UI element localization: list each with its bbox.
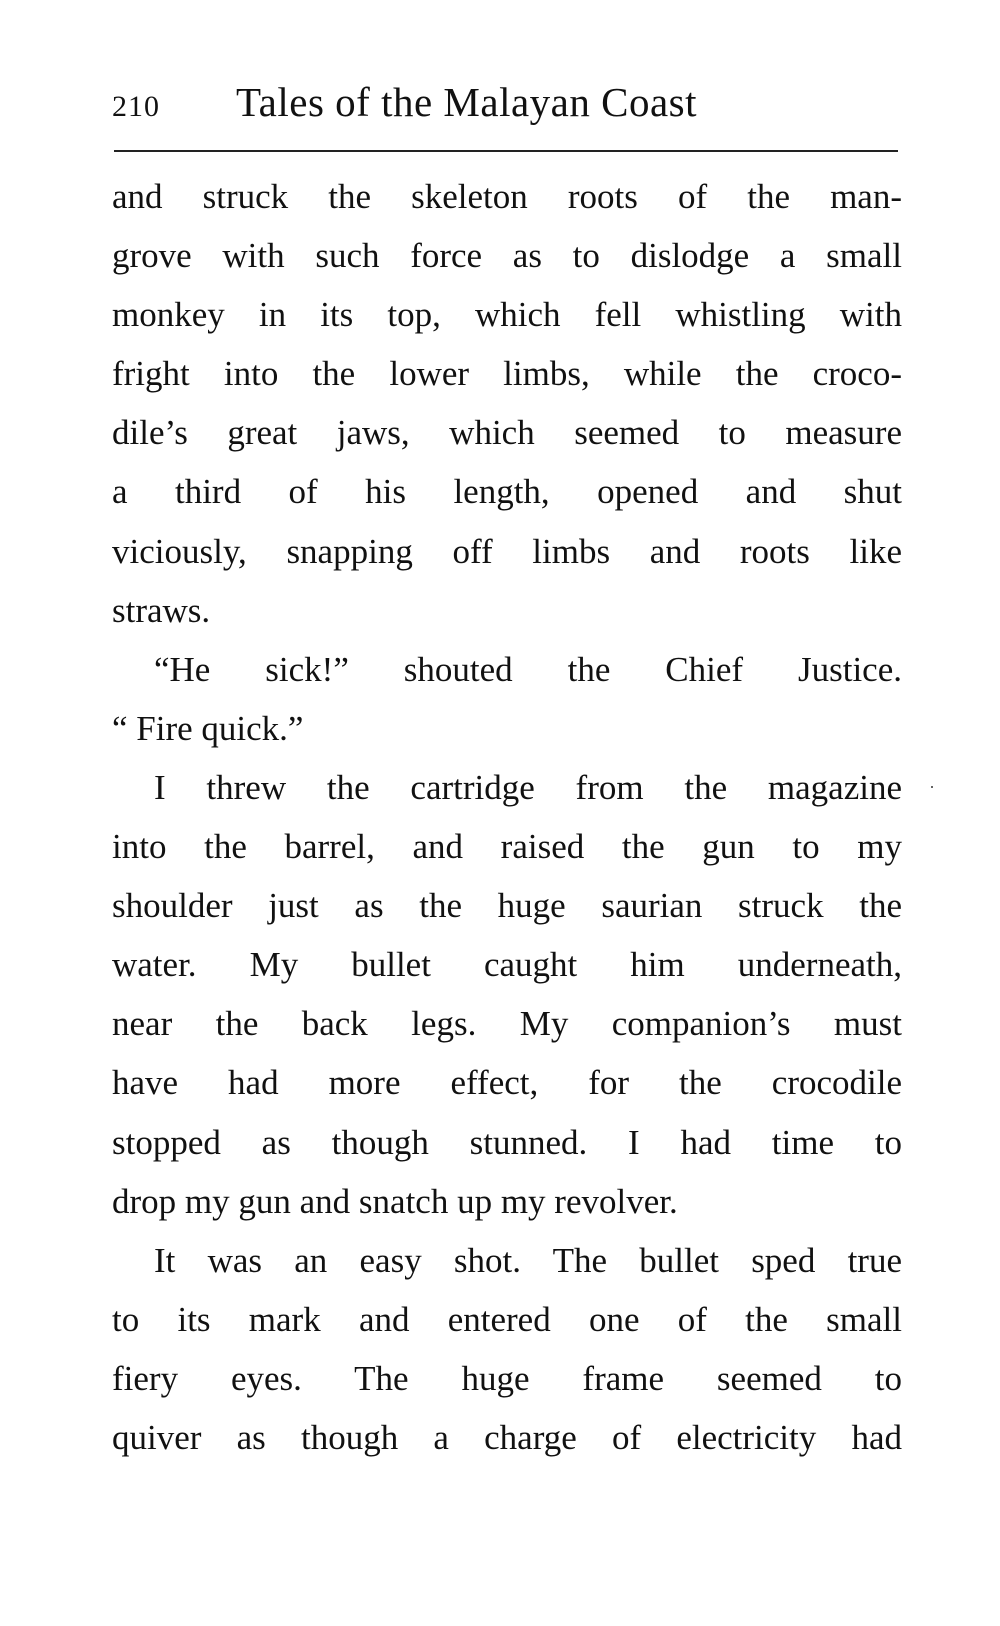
text-line: stopped as though stunned. I had time to (112, 1122, 902, 1162)
text-line: It was an easy shot. The bullet sped true (154, 1240, 902, 1280)
text-line: a third of his length, opened and shut (112, 472, 902, 512)
body-text (112, 167, 902, 1467)
text-line: quiver as though a charge of electricity had (112, 1417, 902, 1457)
text-line: drop my gun and snatch up my revolver. (112, 1181, 678, 1221)
running-title: Tales of the Malayan Coast (236, 79, 697, 125)
text-line: viciously, snapping off limbs and roots like (112, 531, 902, 571)
text-line: monkey in its top, which fell whistling with (112, 295, 902, 335)
text-line: “He sick!” shouted the Chief Justice. (154, 649, 902, 689)
header-rule (114, 150, 898, 152)
text-line: water. My bullet caught him underneath, (112, 945, 902, 985)
text-line: to its mark and entered one of the small (112, 1299, 902, 1339)
running-head (112, 72, 900, 138)
text-line: dile’s great jaws, which seemed to measure (112, 413, 902, 453)
text-line: grove with such force as to dislodge a small (112, 236, 902, 276)
text-line: “ Fire quick.” (112, 708, 304, 748)
text-line: near the back legs. My companion’s must (112, 1004, 902, 1044)
text-line: into the barrel, and raised the gun to my (112, 827, 902, 867)
text-line: and struck the skeleton roots of the man- (112, 177, 902, 216)
text-line: I threw the cartridge from the magazine (154, 767, 902, 807)
page-number: 210 (112, 90, 160, 123)
text-line: fright into the lower limbs, while the croco- (112, 354, 902, 394)
text-line: straws. (112, 590, 211, 630)
text-line: have had more effect, for the crocodile (112, 1063, 902, 1103)
ink-speck (931, 786, 933, 788)
text-line: fiery eyes. The huge frame seemed to (112, 1358, 902, 1398)
text-line: shoulder just as the huge saurian struck the (112, 886, 902, 926)
